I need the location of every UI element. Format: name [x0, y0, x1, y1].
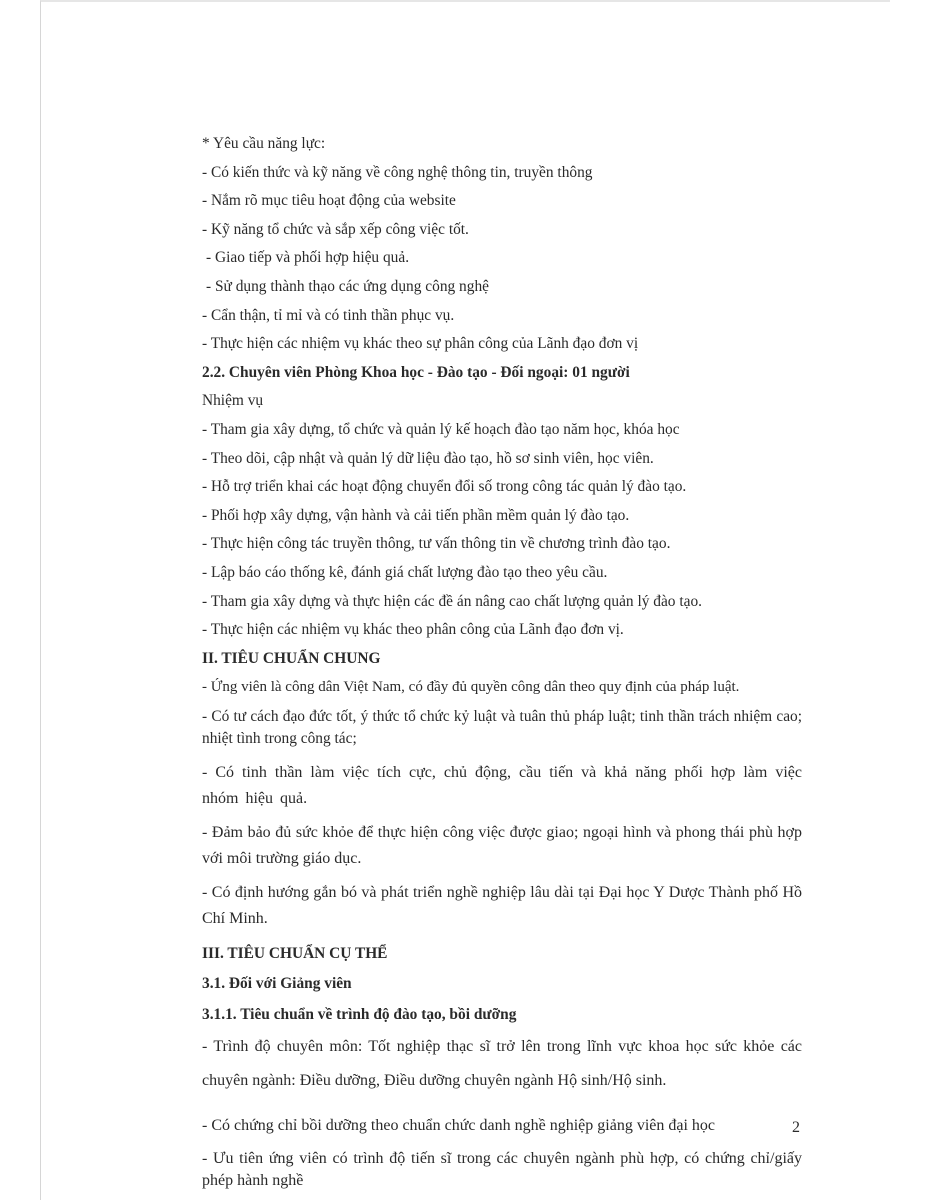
standard-paragraph: - Có định hướng gắn bó và phát triển nghề nghiệp lâu dài tại Đại học Y Dược Thành phố Hồ Chí Minh.: [202, 883, 802, 927]
duty-item: - Thực hiện các nhiệm vụ khác theo phân công của Lãnh đạo đơn vị.: [202, 621, 624, 639]
standard-paragraph: - Có tư cách đạo đức tốt, ý thức tổ chức kỷ luật và tuân thủ pháp luật; tinh thần trách nhiệm cao; nhiệt tình trong công tác;: [202, 707, 802, 747]
duty-item: - Thực hiện công tác truyền thông, tư vấn thông tin về chương trình đào tạo.: [202, 535, 671, 553]
duty-item: - Tham gia xây dựng và thực hiện các đề án nâng cao chất lượng quản lý đào tạo.: [202, 592, 702, 610]
requirement-item: - Cẩn thận, tỉ mỉ và có tinh thần phục vụ.: [202, 306, 455, 324]
requirement-item: - Nắm rõ mục tiêu hoạt động của website: [202, 192, 456, 210]
standard-paragraph: - Đảm bảo đủ sức khỏe để thực hiện công việc được giao; ngoại hình và phong thái phù hợp với môi trường giáo dục.: [202, 823, 802, 867]
section-heading-3-1: 3.1. Đối với Giảng viên: [202, 975, 352, 993]
requirement-item: - Sử dụng thành thạo các ứng dụng công nghệ: [206, 277, 489, 295]
requirement-item: - Có kiến thức và kỹ năng về công nghệ thông tin, truyền thông: [202, 163, 593, 181]
section-heading-III: III. TIÊU CHUẨN CỤ THỂ: [202, 944, 388, 962]
requirement-item: - Kỹ năng tổ chức và sắp xếp công việc tốt.: [202, 220, 469, 238]
duty-item: - Lập báo cáo thống kê, đánh giá chất lượng đào tạo theo yêu cầu.: [202, 563, 608, 581]
section-heading-3-1-1: 3.1.1. Tiêu chuẩn về trình độ đào tạo, bồi dưỡng: [202, 1006, 517, 1024]
criteria-paragraph: - Ưu tiên ứng viên có trình độ tiến sĩ trong các chuyên ngành phù hợp, có chứng chỉ/giấy phép hành nghề: [202, 1150, 802, 1190]
requirements-heading: * Yêu cầu năng lực:: [202, 135, 326, 152]
requirement-item: - Giao tiếp và phối hợp hiệu quả.: [206, 249, 410, 267]
criteria-item: - Có chứng chỉ bồi dưỡng theo chuẩn chức danh nghề nghiệp giảng viên đại học: [202, 1116, 716, 1134]
document-body: [202, 130, 802, 1192]
standard-paragraph: - Có tinh thần làm việc tích cực, chủ động, cầu tiến và khả năng phối hợp làm việc nhóm hiệu quả.: [202, 763, 802, 807]
duty-item: - Hỗ trợ triển khai các hoạt động chuyển đổi số trong công tác quản lý đào tạo.: [202, 478, 687, 496]
standard-item: - Ứng viên là công dân Việt Nam, có đầy đủ quyền công dân theo quy định của pháp luật.: [202, 679, 740, 696]
page-number: 2: [792, 1119, 800, 1136]
duties-heading: Nhiệm vụ: [202, 392, 264, 410]
duty-item: - Theo dõi, cập nhật và quản lý dữ liệu đào tạo, hồ sơ sinh viên, học viên.: [202, 449, 654, 467]
section-heading-2-2: 2.2. Chuyên viên Phòng Khoa học - Đào tạo - Đối ngoại: 01 người: [202, 363, 630, 381]
section-heading-II: II. TIÊU CHUẨN CHUNG: [202, 649, 381, 667]
duty-item: - Phối hợp xây dựng, vận hành và cải tiến phần mềm quản lý đào tạo.: [202, 506, 630, 524]
criteria-paragraph: - Trình độ chuyên môn: Tốt nghiệp thạc sĩ trở lên trong lĩnh vực khoa học sức khỏe các chuyên ngành: Điều dưỡng, Điều dưỡng chuyên ngành Hộ sinh/Hộ sinh.: [202, 1037, 802, 1089]
requirement-item: - Thực hiện các nhiệm vụ khác theo sự phân công của Lãnh đạo đơn vị: [202, 335, 639, 353]
duty-item: - Tham gia xây dựng, tổ chức và quản lý kế hoạch đào tạo năm học, khóa học: [202, 420, 680, 438]
